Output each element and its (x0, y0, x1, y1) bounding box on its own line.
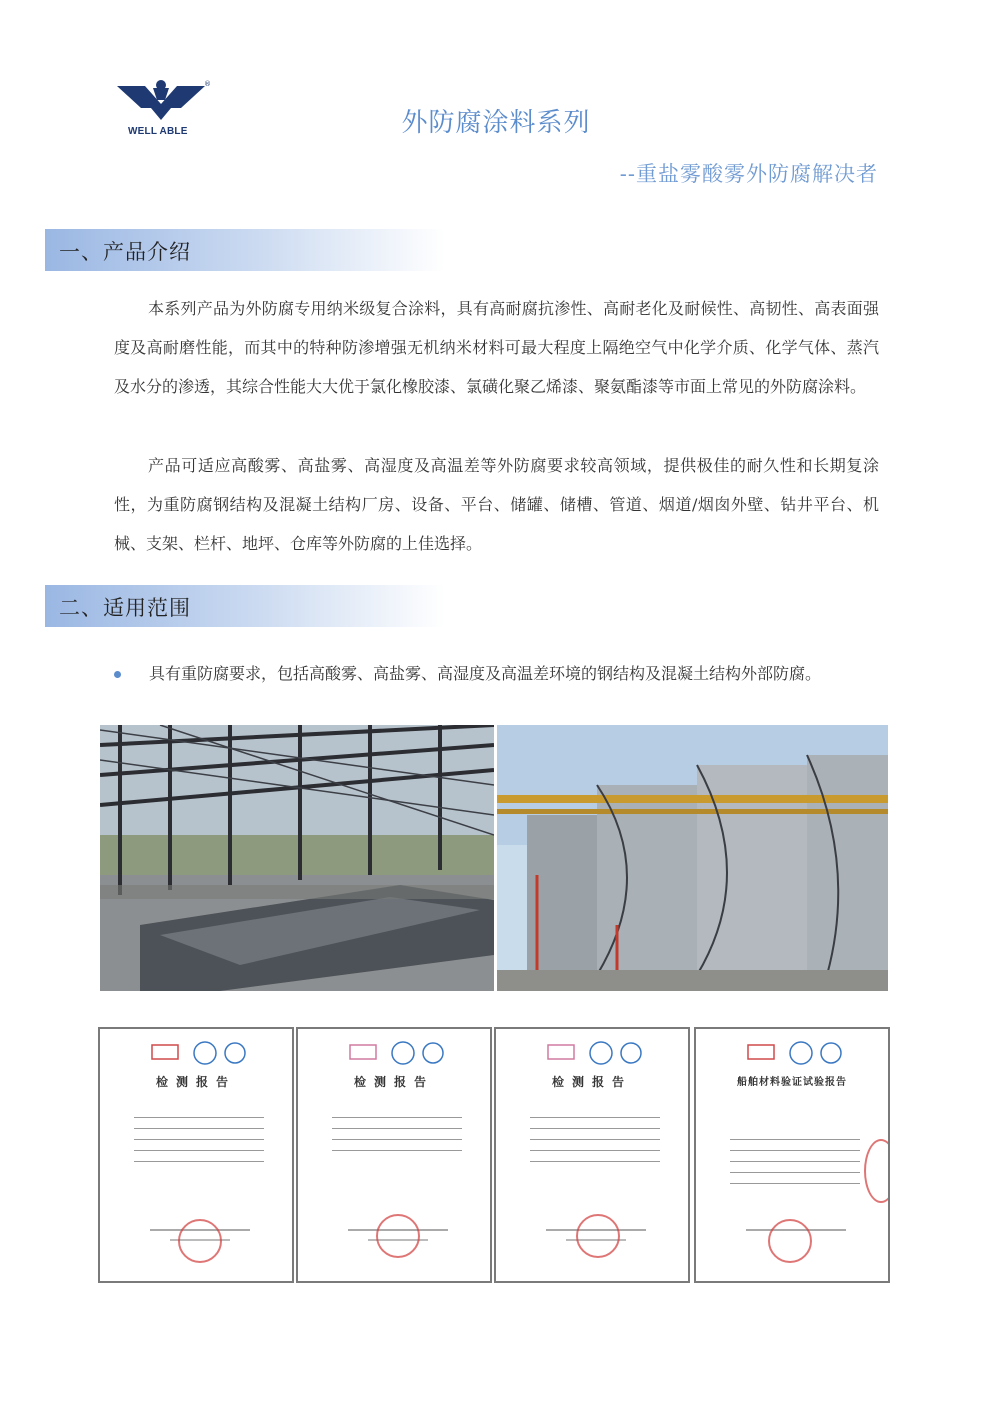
certificate-heading: 检测报告 (155, 1075, 236, 1089)
certificate-heading: 检测报告 (551, 1075, 632, 1089)
certificate-4 (694, 1027, 890, 1283)
side-stamp-icon (864, 1139, 890, 1203)
cma-cnas-marks-icon (348, 1041, 448, 1067)
certificate-3 (494, 1027, 690, 1283)
bullet-dot-icon (114, 671, 121, 678)
certificate-2 (296, 1027, 492, 1283)
section-heading-intro (45, 229, 445, 271)
stamp-seal-icon (178, 1219, 222, 1263)
section-heading-scope (45, 585, 445, 627)
intro-paragraph-1: 本系列产品为外防腐专用纳米级复合涂料，具有高耐腐抗渗性、高耐老化及耐候性、高韧性、高表面强度及高耐磨性能，而其中的特种防渗增强无机纳米材料可最大程度上隔绝空气中化学介质、化学气体、蒸汽及水分的渗透，其综合性能大大优于氯化橡胶漆、氯磺化聚乙烯漆、聚氨酯漆等市面上常见的外防腐涂料。 (114, 299, 879, 396)
stamp-seal-icon (768, 1219, 812, 1263)
storage-tanks-photo (497, 725, 888, 991)
stamp-seal-icon (376, 1214, 420, 1258)
steel-structure-photo (100, 725, 494, 991)
section-heading-label: 一、产品介绍 (59, 240, 191, 264)
certificate-heading: 船舶材料验证试验报告 (737, 1077, 847, 1088)
certificate-heading: 检测报告 (353, 1075, 434, 1089)
section-heading-label: 二、适用范围 (59, 596, 191, 620)
page-title: 外防腐涂料系列 (401, 108, 591, 138)
cma-cnas-marks-icon (150, 1041, 250, 1067)
logo-brand-text: WELL ABLE (128, 126, 188, 137)
page-subtitle: --重盐雾酸雾外防腐解决者 (619, 162, 878, 186)
scope-bullet-text: 具有重防腐要求，包括高酸雾、高盐雾、高湿度及高温差环境的钢结构及混凝土结构外部防腐。 (149, 664, 822, 683)
cma-cnas-marks-icon (546, 1041, 646, 1067)
stamp-seal-icon (576, 1214, 620, 1258)
registered-mark: ® (204, 80, 211, 88)
certificate-1 (98, 1027, 294, 1283)
intro-paragraph-2: 产品可适应高酸雾、高盐雾、高湿度及高温差等外防腐要求较高领域，提供极佳的耐久性和长期复涂性，为重防腐钢结构及混凝土结构厂房、设备、平台、储罐、储槽、管道、烟道/烟囱外壁、钻井平台、机械、支架、栏杆、地坪、仓库等外防腐的上佳选择。 (114, 456, 879, 553)
cma-cnas-marks-icon (746, 1041, 846, 1067)
